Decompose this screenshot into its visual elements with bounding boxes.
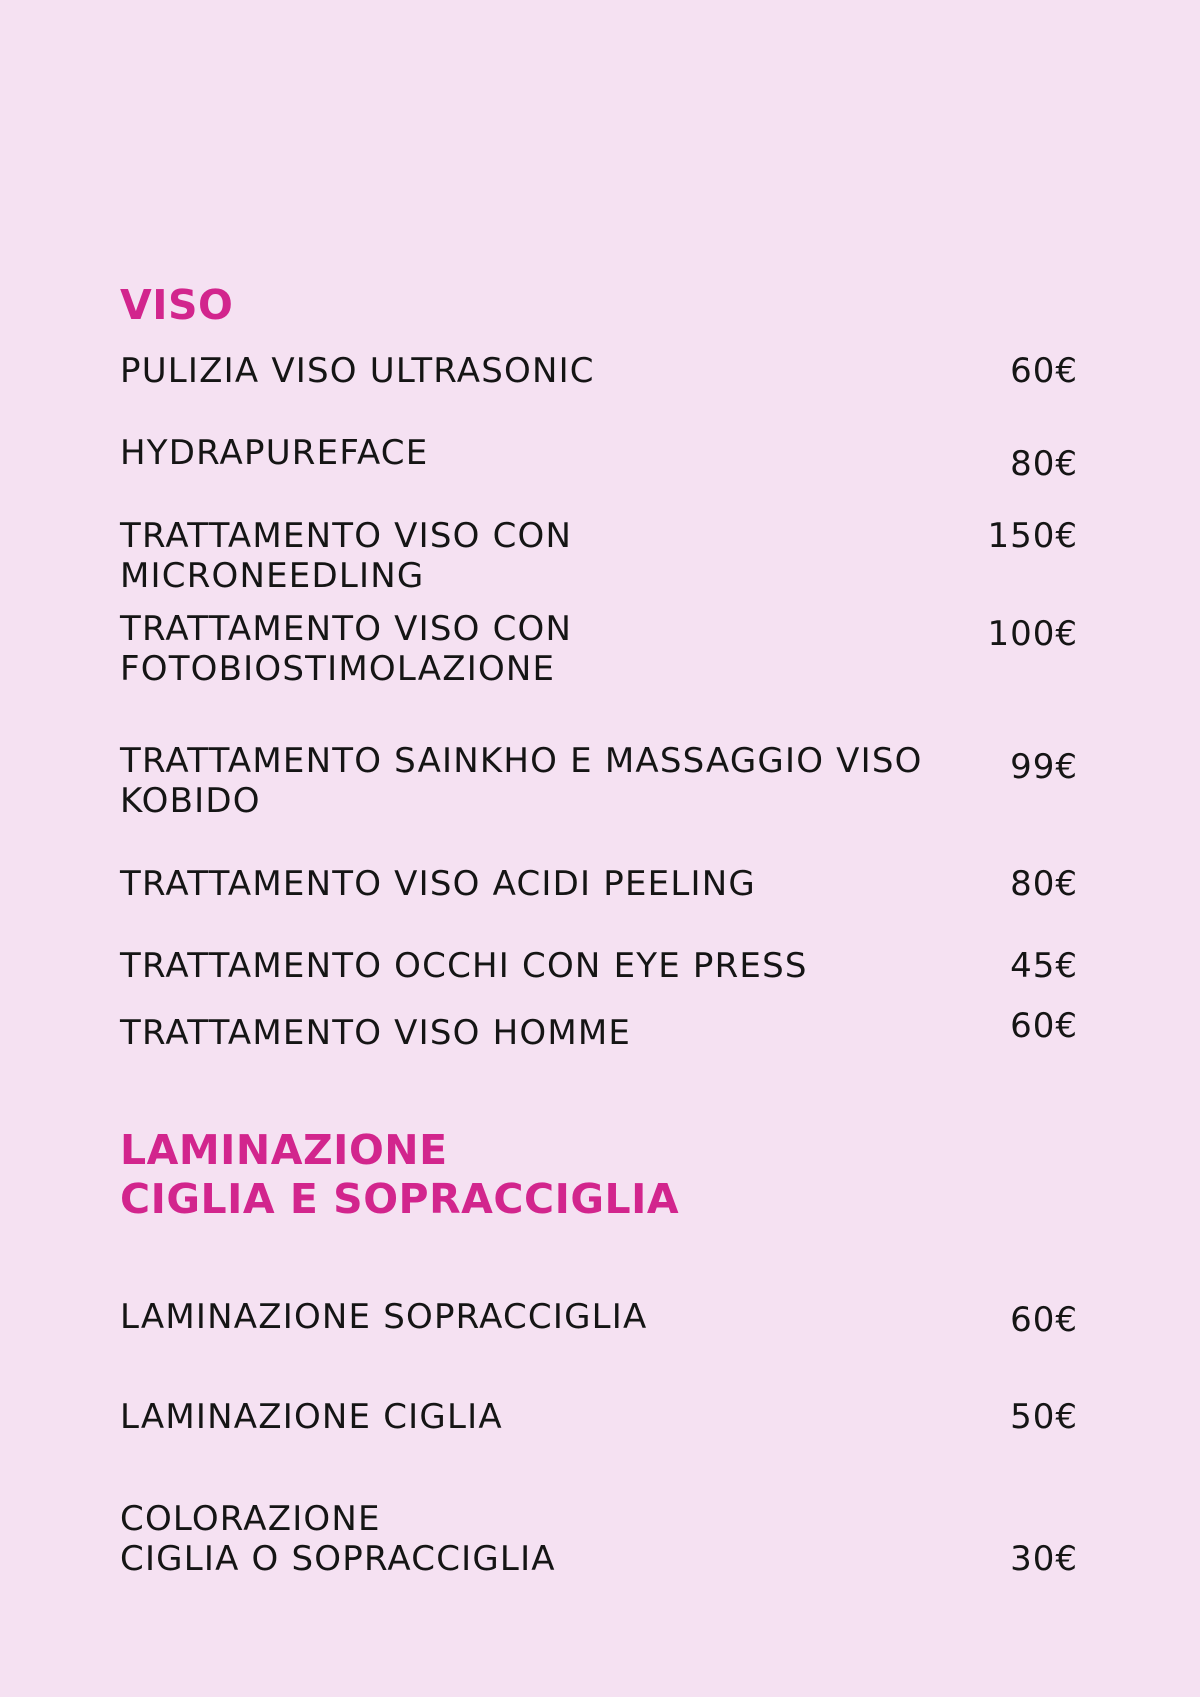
service-name-line: MICRONEEDLING xyxy=(120,556,425,596)
service-price: 30€ xyxy=(1010,1539,1078,1579)
service-price: 60€ xyxy=(1010,1300,1078,1340)
service-name-line: TRATTAMENTO VISO HOMME xyxy=(120,1013,632,1053)
service-price: 80€ xyxy=(1010,864,1078,904)
section-title-laminazione xyxy=(120,1126,679,1224)
service-name-line: FOTOBIOSTIMOLAZIONE xyxy=(120,649,556,689)
service-name-line: TRATTAMENTO VISO ACIDI PEELING xyxy=(120,864,756,904)
service-name-line: CIGLIA O SOPRACCIGLIA xyxy=(120,1539,556,1579)
service-price: 50€ xyxy=(1010,1397,1078,1437)
service-name-line: PULIZIA VISO ULTRASONIC xyxy=(120,351,595,391)
service-name-line: TRATTAMENTO OCCHI CON EYE PRESS xyxy=(120,946,808,986)
service-name-trattamento-viso-microneedling xyxy=(120,516,572,596)
service-price: 60€ xyxy=(1010,1006,1078,1046)
service-name-trattamento-occhi-eye-press xyxy=(120,946,808,986)
service-price: 99€ xyxy=(1010,747,1078,787)
service-price: 60€ xyxy=(1010,351,1078,391)
service-name-line: COLORAZIONE xyxy=(120,1499,381,1539)
section-title-line: VISO xyxy=(120,281,234,329)
service-price: 100€ xyxy=(987,614,1078,654)
service-name-trattamento-viso-fotobiostimolazione xyxy=(120,609,572,689)
service-name-line: KOBIDO xyxy=(120,781,261,821)
service-name-line: LAMINAZIONE SOPRACCIGLIA xyxy=(120,1297,648,1337)
service-name-line: TRATTAMENTO VISO CON xyxy=(120,609,573,649)
service-name-trattamento-viso-acidi-peeling xyxy=(120,864,756,904)
section-title-line: CIGLIA E SOPRACCIGLIA xyxy=(120,1175,680,1223)
service-name-line: HYDRAPUREFACE xyxy=(120,433,429,473)
service-name-line: LAMINAZIONE CIGLIA xyxy=(120,1397,503,1437)
service-name-pulizia-viso-ultrasonic xyxy=(120,351,595,391)
service-name-trattamento-sainkho-kobido xyxy=(120,741,923,821)
service-name-trattamento-viso-homme xyxy=(120,1013,631,1053)
service-name-line: TRATTAMENTO VISO CON xyxy=(120,516,573,556)
service-name-line: TRATTAMENTO SAINKHO E MASSAGGIO VISO xyxy=(120,741,923,781)
service-name-laminazione-ciglia xyxy=(120,1397,503,1437)
service-price: 80€ xyxy=(1010,444,1078,484)
service-name-colorazione-ciglia-sopracciglia xyxy=(120,1499,556,1579)
section-title-line: LAMINAZIONE xyxy=(120,1126,448,1174)
service-price: 150€ xyxy=(987,516,1078,556)
service-name-laminazione-sopracciglia xyxy=(120,1297,647,1337)
section-title-viso xyxy=(120,281,233,330)
service-name-hydrapureface xyxy=(120,433,428,473)
service-price: 45€ xyxy=(1010,946,1078,986)
